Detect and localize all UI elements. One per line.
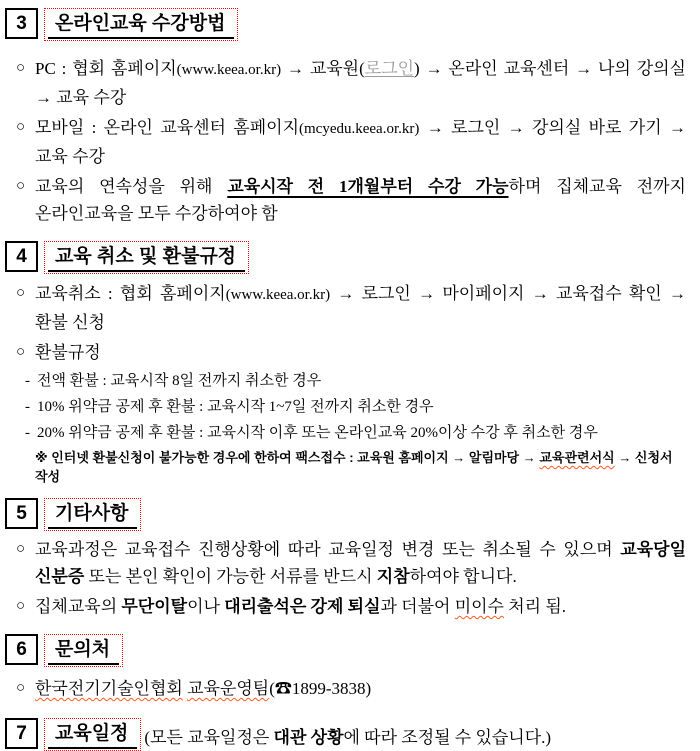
section-5 — [5, 498, 686, 620]
section-items — [5, 55, 686, 227]
dash-item — [5, 395, 686, 419]
dash-marker: - — [25, 425, 30, 441]
bullet-marker: ○ — [16, 680, 26, 696]
text-run: ( — [269, 679, 275, 698]
text-run: ※ 인터넷 환불신청이 불가능한 경우에 한하여 팩스접수 : 교육원 홈페이지 → 알림마당 → — [35, 450, 540, 465]
bullet-marker: ○ — [16, 598, 26, 614]
text-run: 10% 위약금 공제 후 환불 : 교육시작 1~7일 전까지 취소한 경우 — [37, 399, 434, 415]
section-7 — [5, 718, 686, 751]
text-run: 처리 됨. — [503, 597, 567, 616]
text-run: (mcyedu.keea.or.kr) — [299, 121, 420, 137]
text-run: 대관 상황 — [273, 728, 344, 747]
section-title-box — [44, 8, 238, 41]
text-run: 집체교육의 — [35, 597, 122, 616]
section-title: 기타사항 — [48, 502, 137, 529]
text-run: 대리출석은 강제 퇴실 — [224, 597, 381, 616]
text-run: (모든 교육일정은 — [144, 728, 274, 747]
section-title-box — [44, 718, 141, 751]
note-item — [5, 448, 686, 486]
phone-icon: ☎ — [274, 679, 292, 698]
dash-marker: - — [25, 399, 30, 415]
section-title-suffix — [144, 727, 551, 751]
section-title: 문의처 — [48, 638, 119, 665]
section-header — [5, 718, 686, 751]
bullet-marker: ○ — [16, 60, 26, 76]
text-run: → 교육원( — [281, 59, 365, 78]
text-run: 또는 본인 확인이 가능한 서류를 반드시 — [84, 567, 377, 586]
text-run: 교육과정은 교육접수 진행상황에 따라 교육일정 변경 또는 취소될 수 있으며 — [35, 540, 621, 559]
text-run: ) → 온라인 교육센터 → 나의 강의실 → 교육 수강 — [35, 59, 686, 107]
text-run: 교육당일 신분증 — [35, 540, 686, 586]
text-run: 교육운영팀 — [187, 679, 270, 698]
text-run: 모바일 : 온라인 교육센터 홈페이지 — [35, 118, 299, 137]
text-run: 과 더불어 — [380, 597, 455, 616]
bullet-item — [5, 173, 686, 227]
text-run: (www.keea.or.kr) — [225, 287, 331, 303]
dash-item — [5, 421, 686, 445]
text-run: 무단이탈 — [121, 597, 188, 616]
text-run: (www.keea.or.kr) — [176, 62, 282, 78]
section-header — [5, 498, 686, 531]
text-run: 하며 집체교육 전까지 온라인교육을 모두 수강하여야 함 — [35, 177, 686, 223]
bullet-item — [5, 339, 686, 366]
section-title: 교육일정 — [48, 722, 137, 749]
dash-item — [5, 369, 686, 393]
section-header — [5, 8, 686, 41]
bullet-item — [5, 55, 686, 111]
text-run: → 로그인 → 강의실 바로 가기 → 교육 수강 — [35, 118, 686, 166]
bullet-item — [5, 593, 686, 620]
bullet-marker: ○ — [16, 344, 26, 360]
text-run: 교육취소 : 협회 홈페이지 — [35, 284, 226, 303]
text-run: 로그인 — [364, 59, 415, 78]
dash-marker: - — [25, 373, 30, 389]
section-3 — [5, 8, 686, 227]
bullet-marker: ○ — [16, 178, 26, 194]
text-run: PC : 협회 홈페이지 — [35, 59, 177, 78]
bullet-item — [5, 675, 686, 702]
section-4 — [5, 241, 686, 486]
text-run: 지참 — [376, 567, 410, 586]
text-run: 전액 환불 : 교육시작 8일 전까지 취소한 경우 — [37, 373, 322, 389]
text-run: 에 따라 조정될 수 있습니다.) — [343, 728, 552, 747]
text-run: → 로그인 → 마이페이지 → 교육접수 확인 → 환불 신청 — [35, 284, 686, 332]
text-run: 한국전기기술인협회 — [35, 679, 183, 698]
section-number-box: 7 — [5, 718, 38, 749]
section-items — [5, 280, 686, 486]
bullet-marker: ○ — [16, 285, 26, 301]
text-run: 환불규정 — [35, 343, 101, 362]
section-number-box: 3 — [5, 8, 38, 39]
section-title: 온라인교육 수강방법 — [48, 12, 234, 39]
section-items — [5, 675, 686, 702]
bullet-marker: ○ — [16, 541, 26, 557]
bullet-item — [5, 114, 686, 170]
section-header — [5, 634, 686, 667]
section-number-box: 6 — [5, 634, 38, 665]
text-run: 20% 위약금 공제 후 환불 : 교육시작 이후 또는 온라인교육 20%이상 수강 후 취소한 경우 — [37, 425, 598, 441]
section-number-box: 4 — [5, 241, 38, 272]
text-run: → 신청서 작성 — [35, 450, 673, 484]
section-title-box — [44, 498, 141, 531]
text-run: 1899-3838) — [291, 679, 372, 698]
text-run: 하여야 합니다. — [409, 567, 517, 586]
text-run: 교육시작 전 1개월부터 수강 가능 — [227, 177, 509, 196]
section-title-box — [44, 241, 249, 274]
section-header — [5, 241, 686, 274]
section-items — [5, 536, 686, 620]
bullet-item — [5, 280, 686, 336]
text-run: 교육의 연속성을 위해 — [35, 177, 228, 196]
section-number-box: 5 — [5, 498, 38, 529]
bullet-item — [5, 536, 686, 590]
bullet-marker: ○ — [16, 119, 26, 135]
section-title-box — [44, 634, 123, 667]
section-title: 교육 취소 및 환불규정 — [48, 245, 245, 272]
text-run: 교육관련서식 — [539, 450, 615, 465]
text-run: 미이수 — [454, 597, 504, 616]
section-6 — [5, 634, 686, 702]
text-run: 이나 — [187, 597, 225, 616]
